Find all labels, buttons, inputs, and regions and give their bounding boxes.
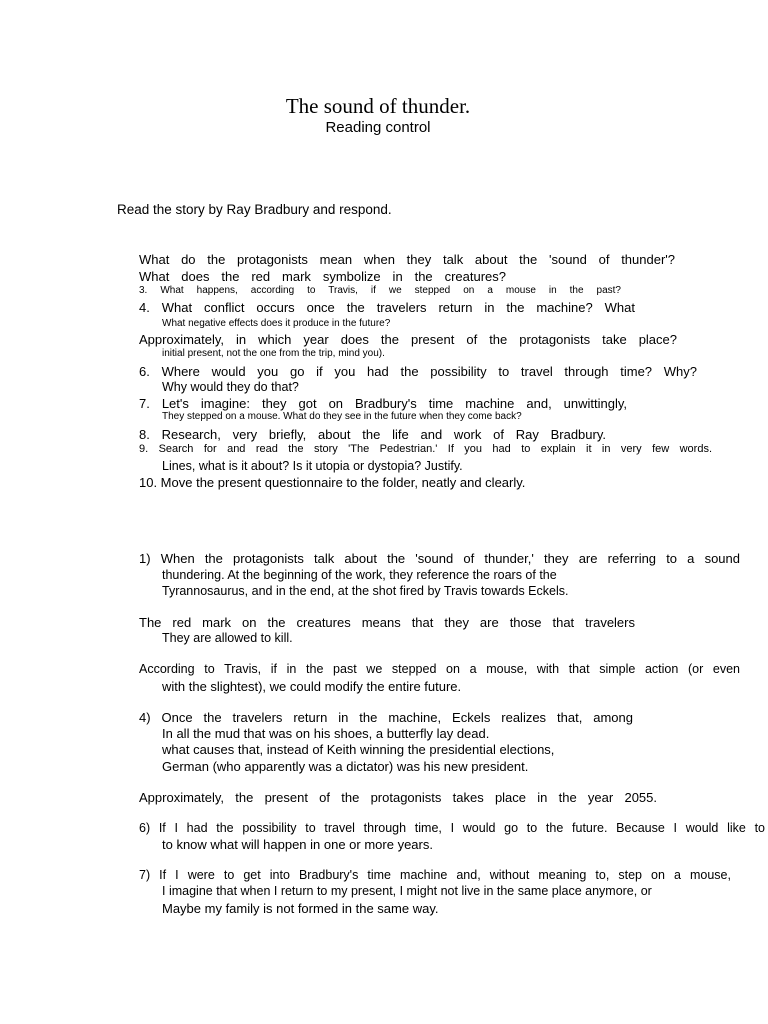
answer-1-line1: 1) When the protagonists talk about the 'sound of thunder,' they are referring to a sound: [139, 551, 740, 566]
answer-2-line2: They are allowed to kill.: [162, 631, 293, 645]
question-5-line2: initial present, not the one from the trip, mind you).: [162, 348, 385, 359]
answer-1-line3: Tyrannosaurus, and in the end, at the shot fired by Travis towards Eckels.: [162, 584, 569, 598]
answer-3-line2: with the slightest), we could modify the entire future.: [162, 679, 462, 694]
document-title: The sound of thunder.: [285, 94, 471, 118]
answer-4-line3: what causes that, instead of Keith winning the presidential elections,: [162, 742, 555, 757]
answer-4-line2: In all the mud that was on his shoes, a butterfly lay dead.: [162, 726, 490, 741]
question-2: What does the red mark symbolize in the creatures?: [139, 269, 506, 284]
instructions: Read the story by Ray Bradbury and respond.: [117, 202, 392, 217]
answer-4-line4: German (who apparently was a dictator) was his new president.: [162, 759, 529, 774]
question-3: 3. What happens, according to Travis, if we stepped on a mouse in the past?: [139, 285, 621, 296]
answer-7-line2: I imagine that when I return to my present, I might not live in the same place anymore, or: [162, 884, 652, 898]
answer-2-line1: The red mark on the creatures means that they are those that travelers: [139, 615, 635, 630]
question-9-line2: Lines, what is it about? Is it utopia or dystopia? Justify.: [162, 459, 463, 473]
answer-5: Approximately, the present of the protagonists takes place in the year 2055.: [139, 790, 657, 805]
answer-7-line3: Maybe my family is not formed in the same way.: [162, 901, 439, 916]
question-5-line1: Approximately, in which year does the present of the protagonists take place?: [139, 332, 677, 347]
document-subtitle: Reading control: [325, 119, 431, 136]
question-4-line1: 4. What conflict occurs once the travelers return in the machine? What: [139, 300, 635, 315]
answer-3-line1: According to Travis, if in the past we stepped on a mouse, with that simple action (or even: [139, 662, 740, 676]
answer-7-line1: 7) If I were to get into Bradbury's time machine and, without meaning to, step on a mouse,: [139, 868, 731, 882]
question-7-line2: They stepped on a mouse. What do they see in the future when they come back?: [162, 411, 522, 422]
question-8: 8. Research, very briefly, about the life and work of Ray Bradbury.: [139, 427, 606, 442]
answer-4-line1: 4) Once the travelers return in the machine, Eckels realizes that, among: [139, 710, 633, 725]
answer-6-line2: to know what will happen in one or more years.: [162, 837, 433, 852]
question-4-line2: What negative effects does it produce in the future?: [162, 318, 391, 329]
question-10: 10. Move the present questionnaire to the folder, neatly and clearly.: [139, 475, 526, 490]
answer-1-line2: thundering. At the beginning of the work, they reference the roars of the: [162, 568, 557, 582]
answer-6-line1: 6) If I had the possibility to travel through time, I would go to the future. Because I would like to: [139, 821, 765, 835]
question-6-line2: Why would they do that?: [162, 380, 299, 394]
question-7-line1: 7. Let's imagine: they got on Bradbury's time machine and, unwittingly,: [139, 396, 627, 411]
question-6-line1: 6. Where would you go if you had the possibility to travel through time? Why?: [139, 364, 697, 379]
question-1: What do the protagonists mean when they talk about the 'sound of thunder'?: [139, 252, 675, 267]
question-9-line1: 9. Search for and read the story 'The Pedestrian.' If you had to explain it in very few words.: [139, 443, 712, 455]
